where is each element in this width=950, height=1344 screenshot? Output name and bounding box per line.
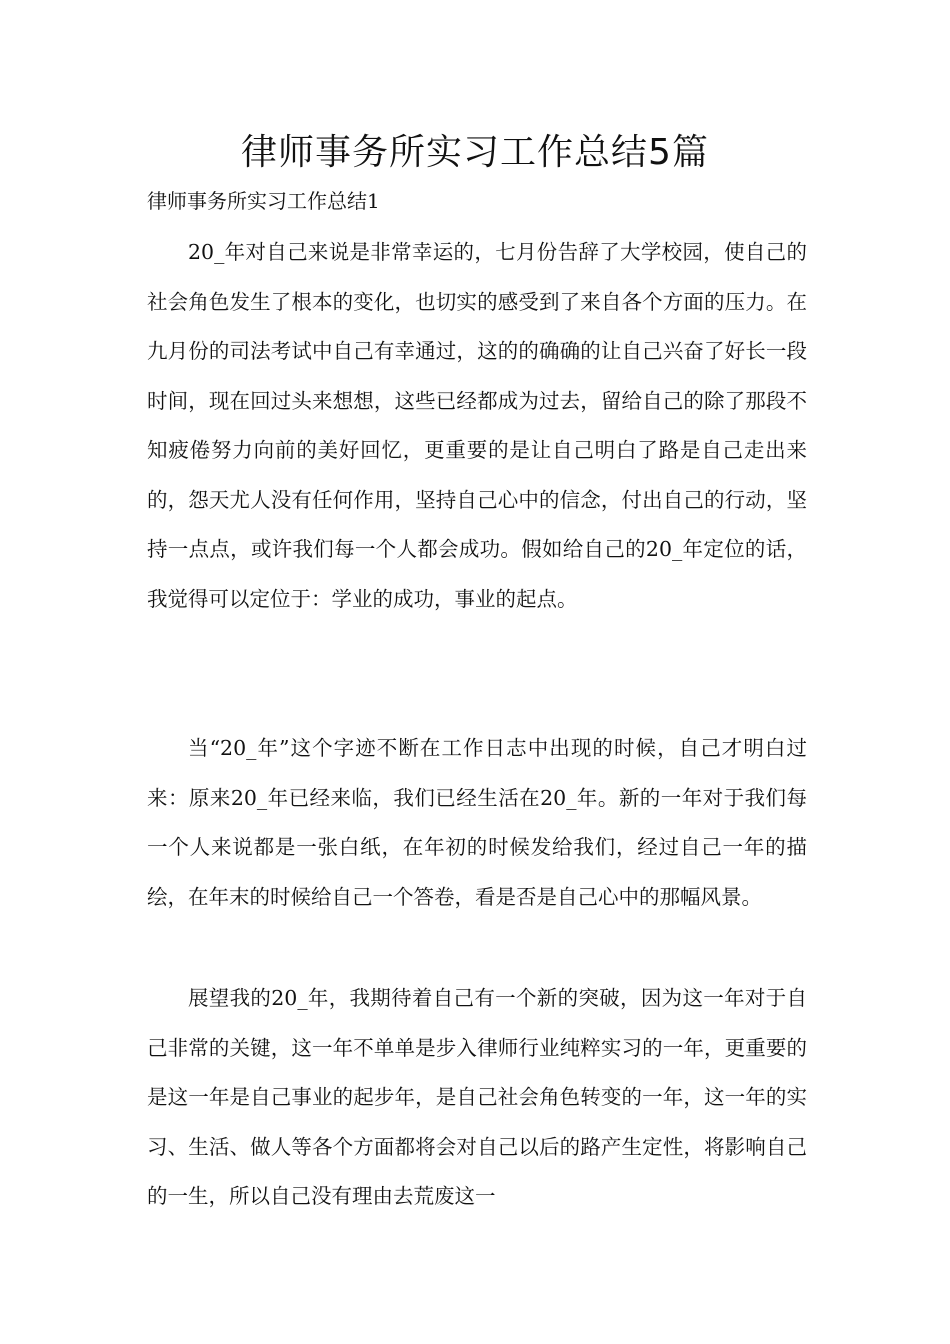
paragraph-3: 展望我的20_年，我期待着自己有一个新的突破，因为这一年对于自己非常的关键，这一年不单单是步入律师行业纯粹实习的一年，更重要的是这一年是自己事业的起步年，是自己社会角色转变的一年，这一年的实习、生活、做人等各个方面都将会对自己以后的路产生定性，将影响自己的一生，所以自己没有理由去荒废这一 <box>147 986 807 1208</box>
section-heading: 律师事务所实习工作总结1 <box>147 189 380 213</box>
document-title: 律师事务所实习工作总结5篇 <box>241 132 709 173</box>
paragraph-2: 当“20_年”这个字迹不断在工作日志中出现的时候，自己才明白过来：原来20_年已经来临，我们已经生活在20_年。新的一年对于我们每一个人来说都是一张白纸，在年初的时候发给我们，经过自己一年的描绘，在年末的时候给自己一个答卷，看是否是自己心中的那幅风景。 <box>147 736 807 909</box>
paragraph-1: 20_年对自己来说是非常幸运的，七月份告辞了大学校园，使自己的社会角色发生了根本的变化，也切实的感受到了来自各个方面的压力。在九月份的司法考试中自己有幸通过，这的的确确的让自己兴奋了好长一段时间，现在回过头来想想，这些已经都成为过去，留给自己的除了那段不知疲倦努力向前的美好回忆，更重要的是让自己明白了路是自己走出来的，怨天尤人没有任何作用，坚持自己心中的信念，付出自己的行动，坚持一点点，或许我们每一个人都会成功。假如给自己的20_年定位的话，我觉得可以定位于：学业的成功，事业的起点。 <box>147 240 807 611</box>
